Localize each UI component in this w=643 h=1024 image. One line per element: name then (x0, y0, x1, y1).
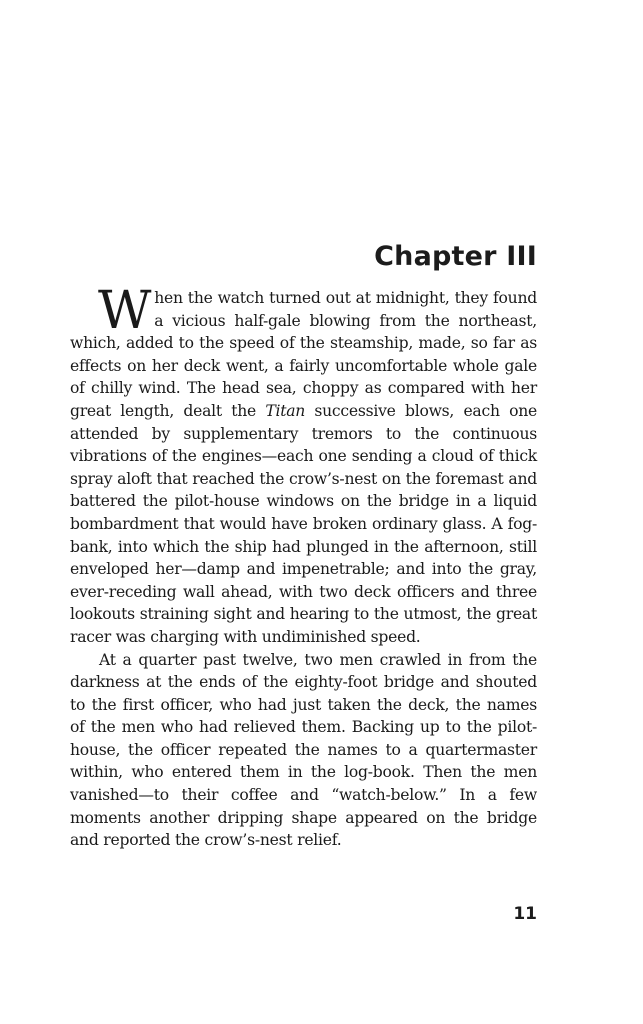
drop-cap: W (98, 281, 152, 341)
chapter-title: Chapter III (374, 241, 537, 272)
paragraph-1 (70, 281, 537, 649)
ship-name-italic: Titan (265, 401, 306, 420)
page-number: 11 (513, 904, 537, 924)
paragraph-1-text-start: hen the watch turned out at midnight, they found a vicious half-gale blowing from the northeast, which, added to the speed of the steamship, made, so far as effects on her deck went, a fairly uncomfortable whole gale of chilly wind. The head sea, choppy as compared with her great length, dealt the (70, 289, 537, 420)
paragraph-1-text-end: successive blows, each one attended by supplementary tremors to the continuous vibrations of the engines—each one sending a cloud of thick spray aloft that reached the crow’s-nest on the foremast and battered the pilot-house windows on the bridge in a liquid bombardment that would have broken ordinary glass. A fog-bank, into which the ship had plunged in the afternoon, still enveloped her—damp and impenetrable; and into the gray, ever-receding wall ahead, with two deck officers and three lookouts straining sight and hearing to the utmost, the great racer was charging with undiminished speed. (70, 401, 537, 646)
chapter-body (70, 281, 537, 852)
paragraph-2: At a quarter past twelve, two men crawled in from the darkness at the ends of the eighty-foot bridge and shouted to the first officer, who had just taken the deck, the names of the men who had relieved them. Backing up to the pilot-house, the officer repeated the names to a quartermaster within, who entered them in the log-book. Then the men vanished—to their coffee and “watch-below.” In a few moments another dripping shape appeared on the bridge and reported the crow’s-nest relief. (70, 650, 537, 850)
